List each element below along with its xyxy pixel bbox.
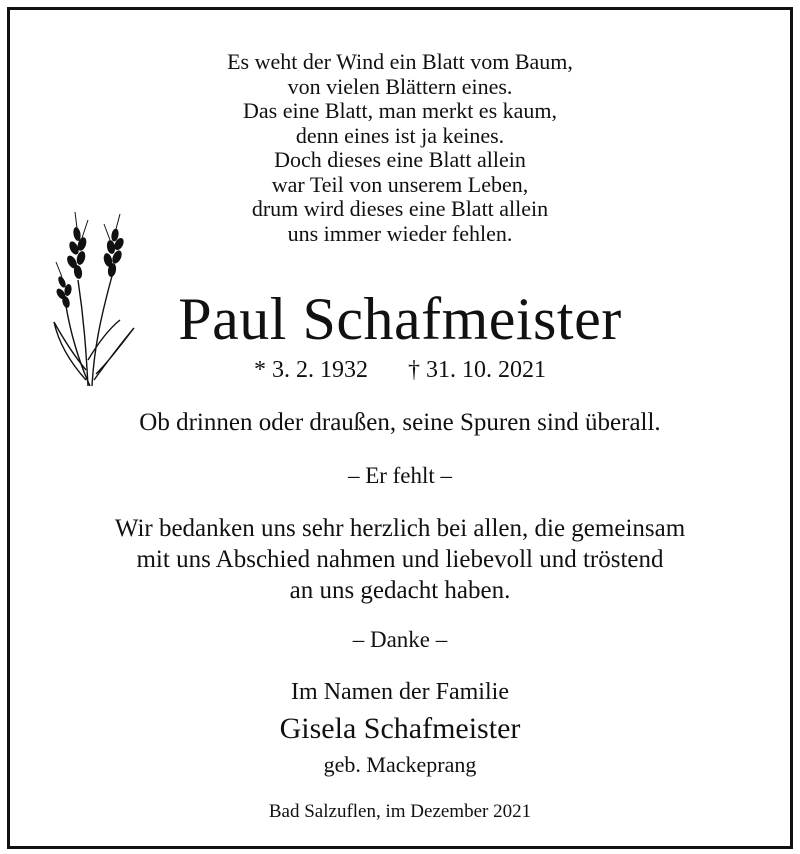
family-intro: Im Namen der Familie bbox=[291, 679, 509, 705]
signer-birth-name: geb. Mackeprang bbox=[323, 752, 477, 777]
poem-line: war Teil von unserem Leben, bbox=[271, 171, 529, 197]
life-dates bbox=[10, 355, 790, 385]
thanks-line: Wir bedanken uns sehr herzlich bei allen, die gemeinsam bbox=[114, 515, 686, 542]
poem-line: Das eine Blatt, man merkt es kaum, bbox=[242, 98, 558, 123]
death-date: † 31. 10. 2021 bbox=[408, 357, 546, 383]
er-fehlt-line: – Er fehlt – bbox=[347, 463, 453, 488]
poem-line: denn eines ist ja keines. bbox=[295, 122, 505, 148]
thanks-paragraph bbox=[10, 513, 790, 606]
poem-line: uns immer wieder fehlen. bbox=[287, 220, 513, 246]
deceased-name: Paul Schafmeister bbox=[178, 286, 622, 352]
place-date: Bad Salzuflen, im Dezember 2021 bbox=[268, 801, 532, 822]
thanks-line: mit uns Abschied nahmen und liebevoll und tröstend bbox=[136, 546, 664, 573]
poem-line: Doch dieses eine Blatt allein bbox=[274, 147, 526, 172]
memorial-quote: Ob drinnen oder draußen, seine Spuren sind überall. bbox=[139, 409, 661, 436]
obituary-frame bbox=[7, 7, 793, 849]
danke-line: – Danke – bbox=[352, 627, 448, 652]
poem-line: drum wird dieses eine Blatt allein bbox=[251, 196, 549, 221]
birth-date: * 3. 2. 1932 bbox=[254, 357, 368, 383]
signer-name: Gisela Schafmeister bbox=[279, 712, 521, 745]
poem-line: von vielen Blättern eines. bbox=[287, 73, 513, 99]
thanks-line: an uns gedacht haben. bbox=[289, 577, 511, 604]
poem-line: Es weht der Wind ein Blatt vom Baum, bbox=[227, 49, 573, 74]
